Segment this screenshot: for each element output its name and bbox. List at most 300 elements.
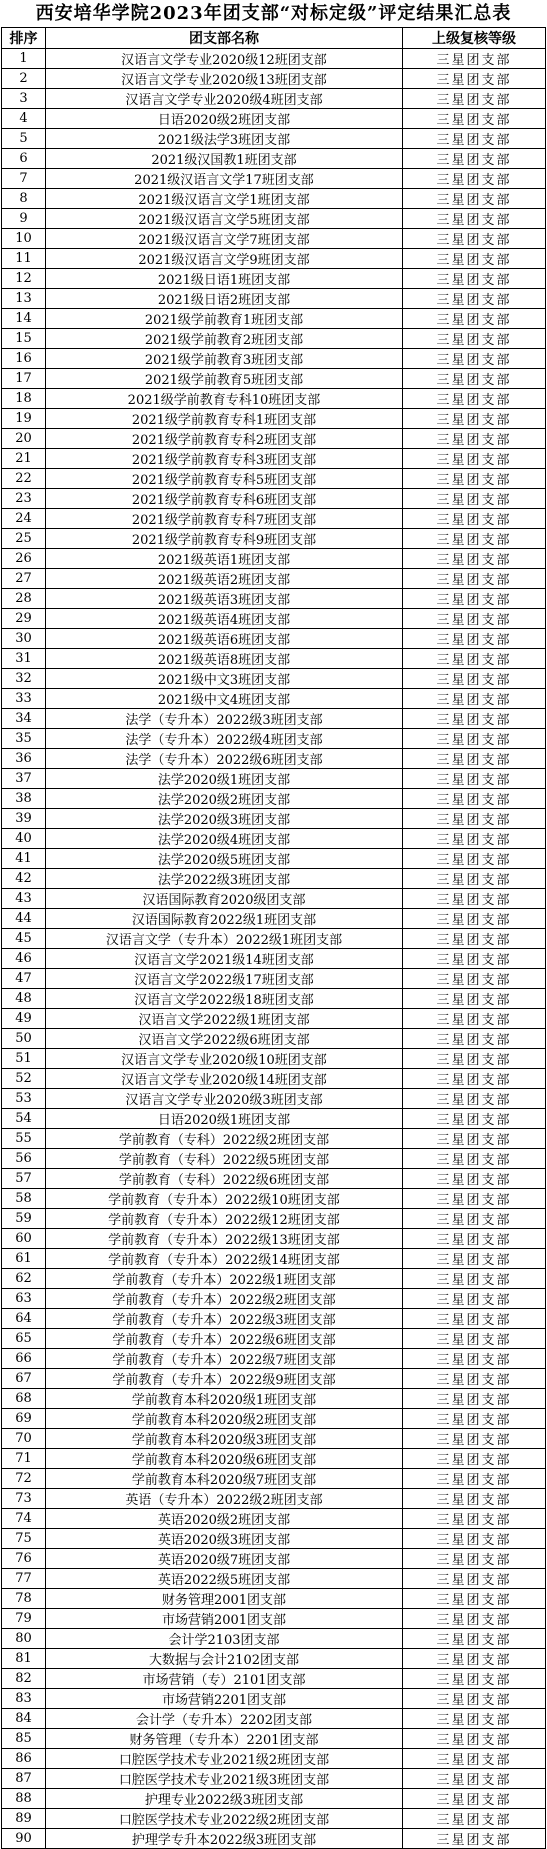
header-level: 上级复核等级	[403, 28, 546, 49]
table-row	[2, 829, 546, 849]
rank-cell: 69	[2, 1409, 46, 1429]
table-row	[2, 1009, 546, 1029]
level-cell: 三星团支部	[403, 469, 546, 489]
level-cell: 三星团支部	[403, 789, 546, 809]
branch-name-cell: 口腔医学技术专业2021级3班团支部	[46, 1769, 403, 1789]
branch-name-cell: 2021级中文3班团支部	[46, 669, 403, 689]
branch-name-cell: 法学（专升本）2022级6班团支部	[46, 749, 403, 769]
table-row	[2, 449, 546, 469]
rank-cell: 75	[2, 1529, 46, 1549]
rank-cell: 66	[2, 1349, 46, 1369]
level-cell: 三星团支部	[403, 1049, 546, 1069]
rank-cell: 7	[2, 169, 46, 189]
table-row	[2, 1629, 546, 1649]
table-row	[2, 1609, 546, 1629]
level-cell: 三星团支部	[403, 1089, 546, 1109]
branch-name-cell: 财务管理（专升本）2201团支部	[46, 1729, 403, 1749]
rank-cell: 72	[2, 1469, 46, 1489]
branch-name-cell: 汉语言文学2022级17班团支部	[46, 969, 403, 989]
table-row	[2, 1649, 546, 1669]
table-row	[2, 509, 546, 529]
rank-cell: 15	[2, 329, 46, 349]
level-cell: 三星团支部	[403, 489, 546, 509]
rank-cell: 14	[2, 309, 46, 329]
rank-cell: 60	[2, 1229, 46, 1249]
branch-name-cell: 2021级汉语言文学17班团支部	[46, 169, 403, 189]
table-row	[2, 129, 546, 149]
table-row	[2, 729, 546, 749]
table-row	[2, 569, 546, 589]
branch-name-cell: 汉语言文学2022级18班团支部	[46, 989, 403, 1009]
branch-name-cell: 法学2020级3班团支部	[46, 809, 403, 829]
branch-name-cell: 2021级学前教育专科10班团支部	[46, 389, 403, 409]
table-row	[2, 589, 546, 609]
rank-cell: 84	[2, 1709, 46, 1729]
level-cell: 三星团支部	[403, 1809, 546, 1829]
branch-name-cell: 汉语言文学专业2020级14班团支部	[46, 1069, 403, 1089]
branch-name-cell: 英语2022级5班团支部	[46, 1569, 403, 1589]
branch-name-cell: 日语2020级1班团支部	[46, 1109, 403, 1129]
branch-name-cell: 学前教育本科2020级1班团支部	[46, 1389, 403, 1409]
level-cell: 三星团支部	[403, 609, 546, 629]
branch-name-cell: 汉语国际教育2020级团支部	[46, 889, 403, 909]
level-cell: 三星团支部	[403, 1749, 546, 1769]
level-cell: 三星团支部	[403, 69, 546, 89]
table-row	[2, 949, 546, 969]
rank-cell: 53	[2, 1089, 46, 1109]
table-row	[2, 149, 546, 169]
rank-cell: 48	[2, 989, 46, 1009]
rank-cell: 8	[2, 189, 46, 209]
level-cell: 三星团支部	[403, 1109, 546, 1129]
level-cell: 三星团支部	[403, 929, 546, 949]
table-row	[2, 1689, 546, 1709]
rank-cell: 73	[2, 1489, 46, 1509]
branch-name-cell: 英语（专升本）2022级2班团支部	[46, 1489, 403, 1509]
results-table	[1, 27, 546, 1849]
level-cell: 三星团支部	[403, 949, 546, 969]
branch-name-cell: 2021级英语6班团支部	[46, 629, 403, 649]
level-cell: 三星团支部	[403, 1549, 546, 1569]
level-cell: 三星团支部	[403, 1329, 546, 1349]
branch-name-cell: 汉语言文学2022级1班团支部	[46, 1009, 403, 1029]
level-cell: 三星团支部	[403, 1289, 546, 1309]
table-row	[2, 169, 546, 189]
table-row	[2, 1189, 546, 1209]
table-row	[2, 529, 546, 549]
branch-name-cell: 2021级学前教育专科5班团支部	[46, 469, 403, 489]
level-cell: 三星团支部	[403, 909, 546, 929]
branch-name-cell: 学前教育（专升本）2022级10班团支部	[46, 1189, 403, 1209]
rank-cell: 18	[2, 389, 46, 409]
branch-name-cell: 会计学（专升本）2202团支部	[46, 1709, 403, 1729]
level-cell: 三星团支部	[403, 749, 546, 769]
rank-cell: 4	[2, 109, 46, 129]
level-cell: 三星团支部	[403, 49, 546, 69]
rank-cell: 90	[2, 1829, 46, 1849]
branch-name-cell: 学前教育（专科）2022级5班团支部	[46, 1149, 403, 1169]
table-row	[2, 1549, 546, 1569]
level-cell: 三星团支部	[403, 1449, 546, 1469]
branch-name-cell: 汉语言文学2021级14班团支部	[46, 949, 403, 969]
branch-name-cell: 英语2020级7班团支部	[46, 1549, 403, 1569]
rank-cell: 2	[2, 69, 46, 89]
rank-cell: 85	[2, 1729, 46, 1749]
rank-cell: 59	[2, 1209, 46, 1229]
branch-name-cell: 学前教育（专升本）2022级14班团支部	[46, 1249, 403, 1269]
table-row	[2, 909, 546, 929]
table-row	[2, 49, 546, 69]
level-cell: 三星团支部	[403, 549, 546, 569]
table-row	[2, 429, 546, 449]
table-row	[2, 329, 546, 349]
table-row	[2, 1289, 546, 1309]
branch-name-cell: 口腔医学技术专业2022级2班团支部	[46, 1809, 403, 1829]
branch-name-cell: 法学（专升本）2022级3班团支部	[46, 709, 403, 729]
branch-name-cell: 2021级汉国教1班团支部	[46, 149, 403, 169]
rank-cell: 68	[2, 1389, 46, 1409]
rank-cell: 3	[2, 89, 46, 109]
rank-cell: 52	[2, 1069, 46, 1089]
branch-name-cell: 市场营销2001团支部	[46, 1609, 403, 1629]
rank-cell: 81	[2, 1649, 46, 1669]
level-cell: 三星团支部	[403, 729, 546, 749]
branch-name-cell: 护理学专升本2022级3班团支部	[46, 1829, 403, 1849]
table-row	[2, 789, 546, 809]
rank-cell: 40	[2, 829, 46, 849]
branch-name-cell: 汉语言文学专业2020级4班团支部	[46, 89, 403, 109]
branch-name-cell: 2021级英语4班团支部	[46, 609, 403, 629]
table-header-row	[2, 28, 546, 49]
branch-name-cell: 学前教育本科2020级6班团支部	[46, 1449, 403, 1469]
level-cell: 三星团支部	[403, 1769, 546, 1789]
table-row	[2, 1809, 546, 1829]
branch-name-cell: 2021级学前教育5班团支部	[46, 369, 403, 389]
rank-cell: 83	[2, 1689, 46, 1709]
table-row	[2, 809, 546, 829]
table-row	[2, 989, 546, 1009]
table-row	[2, 369, 546, 389]
branch-name-cell: 2021级学前教育1班团支部	[46, 309, 403, 329]
table-row	[2, 1749, 546, 1769]
level-cell: 三星团支部	[403, 509, 546, 529]
table-row	[2, 1429, 546, 1449]
rank-cell: 71	[2, 1449, 46, 1469]
branch-name-cell: 2021级汉语言文学5班团支部	[46, 209, 403, 229]
branch-name-cell: 日语2020级2班团支部	[46, 109, 403, 129]
branch-name-cell: 2021级学前教育专科3班团支部	[46, 449, 403, 469]
rank-cell: 1	[2, 49, 46, 69]
rank-cell: 62	[2, 1269, 46, 1289]
level-cell: 三星团支部	[403, 369, 546, 389]
rank-cell: 32	[2, 669, 46, 689]
level-cell: 三星团支部	[403, 1669, 546, 1689]
table-row	[2, 1269, 546, 1289]
rank-cell: 65	[2, 1329, 46, 1349]
rank-cell: 23	[2, 489, 46, 509]
level-cell: 三星团支部	[403, 1629, 546, 1649]
level-cell: 三星团支部	[403, 389, 546, 409]
level-cell: 三星团支部	[403, 769, 546, 789]
rank-cell: 88	[2, 1789, 46, 1809]
rank-cell: 70	[2, 1429, 46, 1449]
level-cell: 三星团支部	[403, 889, 546, 909]
table-row	[2, 69, 546, 89]
rank-cell: 46	[2, 949, 46, 969]
level-cell: 三星团支部	[403, 1009, 546, 1029]
rank-cell: 77	[2, 1569, 46, 1589]
level-cell: 三星团支部	[403, 1309, 546, 1329]
branch-name-cell: 2021级英语3班团支部	[46, 589, 403, 609]
table-row	[2, 1389, 546, 1409]
rank-cell: 9	[2, 209, 46, 229]
level-cell: 三星团支部	[403, 1609, 546, 1629]
level-cell: 三星团支部	[403, 1649, 546, 1669]
level-cell: 三星团支部	[403, 1709, 546, 1729]
rank-cell: 44	[2, 909, 46, 929]
rank-cell: 43	[2, 889, 46, 909]
level-cell: 三星团支部	[403, 1729, 546, 1749]
table-row	[2, 349, 546, 369]
level-cell: 三星团支部	[403, 1029, 546, 1049]
level-cell: 三星团支部	[403, 149, 546, 169]
branch-name-cell: 2021级学前教育专科2班团支部	[46, 429, 403, 449]
branch-name-cell: 英语2020级3班团支部	[46, 1529, 403, 1549]
level-cell: 三星团支部	[403, 1529, 546, 1549]
table-row	[2, 549, 546, 569]
table-row	[2, 669, 546, 689]
rank-cell: 10	[2, 229, 46, 249]
branch-name-cell: 学前教育（专升本）2022级9班团支部	[46, 1369, 403, 1389]
rank-cell: 49	[2, 1009, 46, 1029]
branch-name-cell: 学前教育（专科）2022级6班团支部	[46, 1169, 403, 1189]
branch-name-cell: 2021级日语1班团支部	[46, 269, 403, 289]
branch-name-cell: 学前教育本科2020级2班团支部	[46, 1409, 403, 1429]
branch-name-cell: 2021级学前教育专科7班团支部	[46, 509, 403, 529]
rank-cell: 34	[2, 709, 46, 729]
table-row	[2, 889, 546, 909]
level-cell: 三星团支部	[403, 1149, 546, 1169]
branch-name-cell: 2021级法学3班团支部	[46, 129, 403, 149]
rank-cell: 39	[2, 809, 46, 829]
level-cell: 三星团支部	[403, 709, 546, 729]
branch-name-cell: 2021级学前教育专科9班团支部	[46, 529, 403, 549]
rank-cell: 74	[2, 1509, 46, 1529]
header-name: 团支部名称	[46, 28, 403, 49]
level-cell: 三星团支部	[403, 1689, 546, 1709]
table-row	[2, 1409, 546, 1429]
branch-name-cell: 学前教育（专升本）2022级1班团支部	[46, 1269, 403, 1289]
table-row	[2, 1209, 546, 1229]
level-cell: 三星团支部	[403, 969, 546, 989]
level-cell: 三星团支部	[403, 1589, 546, 1609]
rank-cell: 35	[2, 729, 46, 749]
level-cell: 三星团支部	[403, 649, 546, 669]
rank-cell: 33	[2, 689, 46, 709]
table-row	[2, 1509, 546, 1529]
branch-name-cell: 法学2020级2班团支部	[46, 789, 403, 809]
branch-name-cell: 汉语言文学专业2020级3班团支部	[46, 1089, 403, 1109]
rank-cell: 16	[2, 349, 46, 369]
level-cell: 三星团支部	[403, 869, 546, 889]
table-row	[2, 1169, 546, 1189]
level-cell: 三星团支部	[403, 1169, 546, 1189]
table-row	[2, 189, 546, 209]
table-row	[2, 1529, 546, 1549]
table-row	[2, 749, 546, 769]
table-row	[2, 309, 546, 329]
level-cell: 三星团支部	[403, 89, 546, 109]
branch-name-cell: 学前教育本科2020级7班团支部	[46, 1469, 403, 1489]
branch-name-cell: 2021级汉语言文学1班团支部	[46, 189, 403, 209]
branch-name-cell: 法学2022级3班团支部	[46, 869, 403, 889]
level-cell: 三星团支部	[403, 349, 546, 369]
rank-cell: 76	[2, 1549, 46, 1569]
rank-cell: 89	[2, 1809, 46, 1829]
table-row	[2, 649, 546, 669]
rank-cell: 38	[2, 789, 46, 809]
level-cell: 三星团支部	[403, 1789, 546, 1809]
rank-cell: 47	[2, 969, 46, 989]
rank-cell: 78	[2, 1589, 46, 1609]
rank-cell: 19	[2, 409, 46, 429]
level-cell: 三星团支部	[403, 989, 546, 1009]
branch-name-cell: 汉语言文学（专升本）2022级1班团支部	[46, 929, 403, 949]
level-cell: 三星团支部	[403, 1189, 546, 1209]
table-row	[2, 1109, 546, 1129]
level-cell: 三星团支部	[403, 1489, 546, 1509]
level-cell: 三星团支部	[403, 269, 546, 289]
rank-cell: 55	[2, 1129, 46, 1149]
level-cell: 三星团支部	[403, 1229, 546, 1249]
rank-cell: 58	[2, 1189, 46, 1209]
rank-cell: 42	[2, 869, 46, 889]
table-row	[2, 1029, 546, 1049]
rank-cell: 26	[2, 549, 46, 569]
level-cell: 三星团支部	[403, 129, 546, 149]
table-row	[2, 769, 546, 789]
level-cell: 三星团支部	[403, 429, 546, 449]
rank-cell: 6	[2, 149, 46, 169]
branch-name-cell: 财务管理2001团支部	[46, 1589, 403, 1609]
rank-cell: 57	[2, 1169, 46, 1189]
branch-name-cell: 法学2020级4班团支部	[46, 829, 403, 849]
branch-name-cell: 学前教育（专升本）2022级13班团支部	[46, 1229, 403, 1249]
rank-cell: 5	[2, 129, 46, 149]
level-cell: 三星团支部	[403, 1469, 546, 1489]
rank-cell: 56	[2, 1149, 46, 1169]
table-row	[2, 849, 546, 869]
table-row	[2, 1089, 546, 1109]
level-cell: 三星团支部	[403, 1389, 546, 1409]
branch-name-cell: 学前教育（专升本）2022级7班团支部	[46, 1349, 403, 1369]
rank-cell: 61	[2, 1249, 46, 1269]
rank-cell: 13	[2, 289, 46, 309]
branch-name-cell: 法学2020级5班团支部	[46, 849, 403, 869]
branch-name-cell: 汉语言文学专业2020级10班团支部	[46, 1049, 403, 1069]
branch-name-cell: 汉语国际教育2022级1班团支部	[46, 909, 403, 929]
rank-cell: 29	[2, 609, 46, 629]
level-cell: 三星团支部	[403, 669, 546, 689]
branch-name-cell: 护理专业2022级3班团支部	[46, 1789, 403, 1809]
rank-cell: 86	[2, 1749, 46, 1769]
level-cell: 三星团支部	[403, 1409, 546, 1429]
branch-name-cell: 2021级中文4班团支部	[46, 689, 403, 709]
branch-name-cell: 市场营销（专）2101团支部	[46, 1669, 403, 1689]
level-cell: 三星团支部	[403, 1429, 546, 1449]
branch-name-cell: 法学（专升本）2022级4班团支部	[46, 729, 403, 749]
level-cell: 三星团支部	[403, 829, 546, 849]
level-cell: 三星团支部	[403, 209, 546, 229]
branch-name-cell: 2021级学前教育专科1班团支部	[46, 409, 403, 429]
rank-cell: 67	[2, 1369, 46, 1389]
branch-name-cell: 学前教育（专升本）2022级3班团支部	[46, 1309, 403, 1329]
table-row	[2, 1129, 546, 1149]
header-rank: 排序	[2, 28, 46, 49]
table-row	[2, 289, 546, 309]
branch-name-cell: 2021级汉语言文学9班团支部	[46, 249, 403, 269]
rank-cell: 37	[2, 769, 46, 789]
table-row	[2, 869, 546, 889]
rank-cell: 51	[2, 1049, 46, 1069]
table-row	[2, 1049, 546, 1069]
table-row	[2, 469, 546, 489]
level-cell: 三星团支部	[403, 409, 546, 429]
table-row	[2, 929, 546, 949]
table-row	[2, 709, 546, 729]
branch-name-cell: 汉语言文学2022级6班团支部	[46, 1029, 403, 1049]
rank-cell: 25	[2, 529, 46, 549]
level-cell: 三星团支部	[403, 1129, 546, 1149]
table-row	[2, 109, 546, 129]
table-row	[2, 489, 546, 509]
branch-name-cell: 汉语言文学专业2020级12班团支部	[46, 49, 403, 69]
branch-name-cell: 学前教育（专科）2022级2班团支部	[46, 1129, 403, 1149]
level-cell: 三星团支部	[403, 1369, 546, 1389]
branch-name-cell: 汉语言文学专业2020级13班团支部	[46, 69, 403, 89]
table-row	[2, 969, 546, 989]
rank-cell: 22	[2, 469, 46, 489]
rank-cell: 20	[2, 429, 46, 449]
table-row	[2, 269, 546, 289]
level-cell: 三星团支部	[403, 249, 546, 269]
rank-cell: 82	[2, 1669, 46, 1689]
level-cell: 三星团支部	[403, 809, 546, 829]
level-cell: 三星团支部	[403, 309, 546, 329]
branch-name-cell: 2021级学前教育2班团支部	[46, 329, 403, 349]
level-cell: 三星团支部	[403, 1569, 546, 1589]
level-cell: 三星团支部	[403, 229, 546, 249]
rank-cell: 41	[2, 849, 46, 869]
table-row	[2, 1249, 546, 1269]
rank-cell: 50	[2, 1029, 46, 1049]
table-row	[2, 1589, 546, 1609]
level-cell: 三星团支部	[403, 109, 546, 129]
table-row	[2, 1329, 546, 1349]
table-row	[2, 1449, 546, 1469]
branch-name-cell: 学前教育本科2020级3班团支部	[46, 1429, 403, 1449]
table-row	[2, 1149, 546, 1169]
branch-name-cell: 学前教育（专升本）2022级6班团支部	[46, 1329, 403, 1349]
rank-cell: 12	[2, 269, 46, 289]
level-cell: 三星团支部	[403, 449, 546, 469]
rank-cell: 31	[2, 649, 46, 669]
level-cell: 三星团支部	[403, 1349, 546, 1369]
branch-name-cell: 学前教育（专升本）2022级12班团支部	[46, 1209, 403, 1229]
table-row	[2, 1729, 546, 1749]
table-row	[2, 1569, 546, 1589]
rank-cell: 27	[2, 569, 46, 589]
